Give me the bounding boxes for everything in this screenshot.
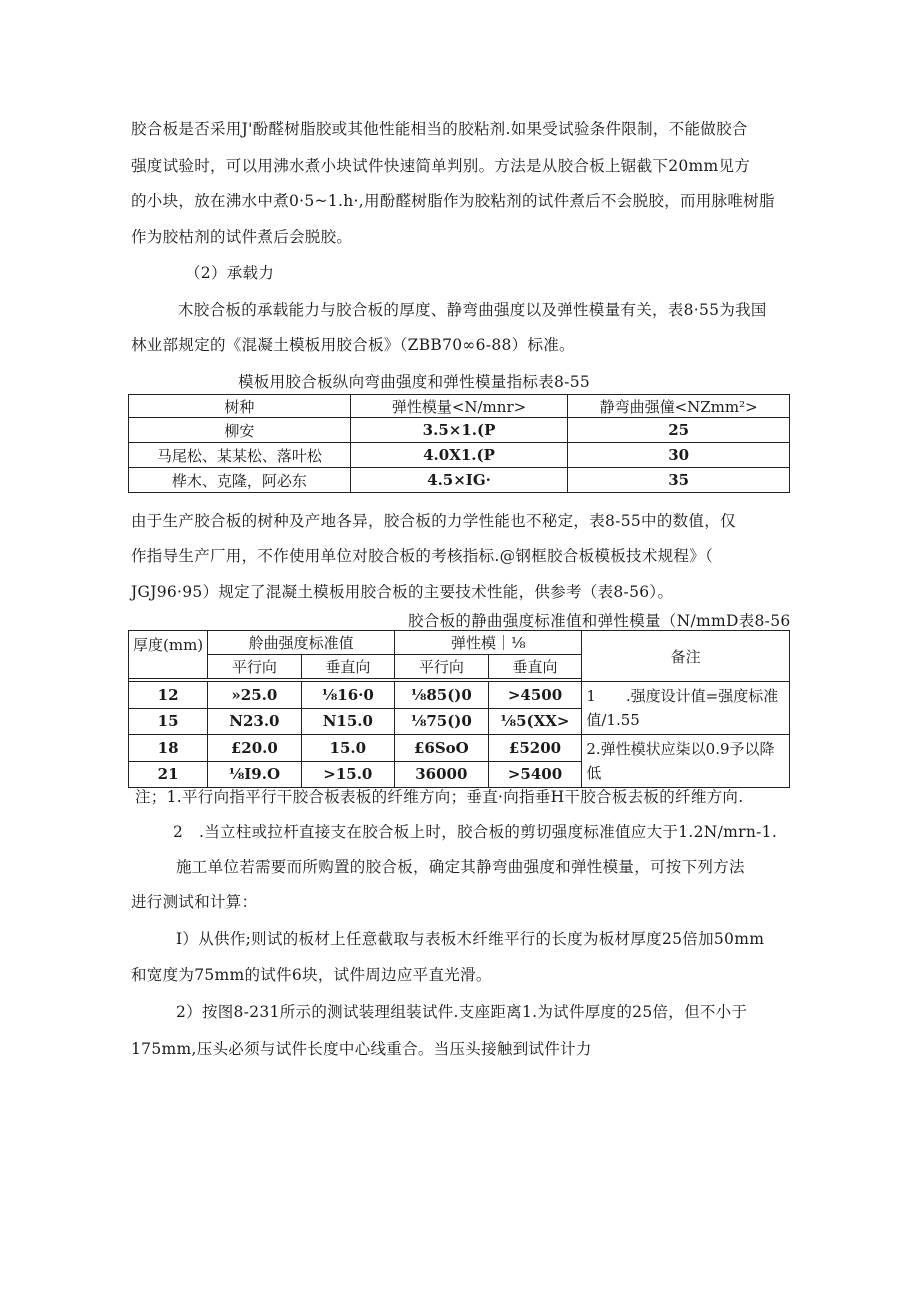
table-1 [128,394,790,493]
table-2-modulus-parallel: ⅛85()0 [395,682,489,709]
table-2-header-thickness: 厚度(mm) [129,631,208,679]
table-row [129,443,790,468]
table-2-subheader-perpendicular: 垂直向 [301,655,394,679]
table-2-remark-1: 1 .强度设计值=强度标准值/1.55 [582,682,790,735]
paragraph-4-line-1: 施工单位若需要而所购置的胶合板，确定其静弯曲强度和弹性模量，可按下列方法 [176,858,745,876]
table-2-strength-parallel: N23.0 [208,708,301,735]
paragraph-3-line-3: JGJ96·95）规定了混凝土模板用胶合板的主要技术性能，供参考（表8-56）。 [131,583,674,601]
table-1-strength: 25 [568,418,790,443]
section-heading: （2）承载力 [185,264,275,282]
table-2-header-remarks: 备注 [582,631,790,682]
table-2-modulus-parallel: £6SoO [395,735,489,762]
paragraph-6-line-1: 2）按图8-231所示的测试装理组装试件.支座距离1.为试件厚度的25倍，但不小于 [176,1003,748,1021]
table-2-modulus-perpendicular: >4500 [488,682,582,709]
table-1-modulus: 3.5×1.(P [350,418,568,443]
table-2-modulus-perpendicular: £5200 [488,735,582,762]
paragraph-6-line-2: 175mm,压头必须与试件长度中心线重合。当压头接触到试件计力 [131,1040,592,1058]
table-2-modulus-perpendicular: >5400 [488,761,582,788]
table-2-header-modulus: 弹性模｜⅛ [395,631,582,655]
table-1-modulus: 4.0X1.(P [350,443,568,468]
paragraph-1-line-2: 强度试验时，可以用沸水煮小块试件快速简单判别。方法是从胶合板上锯截下20mm见方 [131,157,751,175]
paragraph-1-line-1: 胶合板是否采用J'酚醛树脂胶或其他性能相当的胶粘剂.如果受试验条件限制，不能做胶合 [131,120,748,138]
table-1-caption: 模板用胶合板纵向弯曲强度和弹性模量指标表8-55 [238,373,591,391]
paragraph-4-line-2: 进行测试和计算： [131,893,258,911]
table-1-species: 桦木、克隆，阿必东 [129,468,351,493]
paragraph-5-line-1: I）从供作;则试的板材上任意截取与表板木纤维平行的长度为板材厚度25倍加50mm [176,930,765,948]
table-2-strength-perpendicular: 15.0 [301,735,394,762]
paragraph-2-line-1: 木胶合板的承载能力与胶合板的厚度、静弯曲强度以及弹性模量有关，表8·55为我国 [178,301,767,319]
table-2-thickness: 21 [129,761,208,788]
table-2-strength-parallel: »25.0 [208,682,301,709]
table-1-header-strength: 静弯曲强僮<NZmm²> [568,395,790,418]
paragraph-1-line-3: 的小块，放在沸水中煮0·5~1.h·,用酚醛树脂作为胶粘剂的试件煮后不会脱胶，而用脉唯树脂 [131,192,775,210]
table-2-modulus-parallel: ⅛75()0 [395,708,489,735]
table-1-strength: 35 [568,468,790,493]
table-2-strength-perpendicular: >15.0 [301,761,394,788]
table-2-thickness: 12 [129,682,208,709]
table-row [129,682,790,709]
table-row [129,735,790,762]
table-1-species: 马尾松、某某松、落叶松 [129,443,351,468]
table-1-header-row [129,395,790,418]
note-1: 注；1.平行向指平行干胶合板表板的纤维方向；垂直·向指垂H干胶合板去板的纤维方向. [135,788,744,806]
table-row [129,468,790,493]
table-2-subheader-perpendicular: 垂直向 [488,655,582,679]
paragraph-3-line-1: 由于生产胶合板的树种及产地各异，胶合板的力学性能也不秘定，表8-55中的数值，仅 [131,512,736,530]
table-2-modulus-perpendicular: ⅛5(XX> [488,708,582,735]
table-2 [128,630,790,788]
table-2-subheader-parallel: 平行向 [208,655,301,679]
note-2: 2 .当立柱或拉杆直接支在胶合板上时，胶合板的剪切强度标准值应大于1.2N∕mrn-1. [173,823,778,841]
table-2-modulus-parallel: 36000 [395,761,489,788]
table-2-remark-2: 2.弹性模状应柒以0.9予以降低 [582,735,790,788]
table-1-strength: 30 [568,443,790,468]
paragraph-5-line-2: 和宽度为75mm的试件6块，试件周边应平直光滑。 [131,966,492,984]
table-2-caption: 胶合板的静曲强度标准值和弹性模量（N/mmD表8-56 [408,612,791,630]
table-row [129,418,790,443]
table-2-header-row [129,631,790,655]
table-2-strength-perpendicular: N15.0 [301,708,394,735]
table-1-modulus: 4.5×IG· [350,468,568,493]
table-1-header-species: 树种 [129,395,351,418]
table-2-header-strength: 舲曲强度标准值 [208,631,395,655]
table-2-subheader-parallel: 平行向 [395,655,489,679]
paragraph-2-line-2: 林业部规定的《混凝土模板用胶合板》（ZBB70∞6-88）标准。 [131,336,575,354]
table-2-strength-parallel: £20.0 [208,735,301,762]
table-1-header-modulus: 弹性模量<N/mnr> [350,395,568,418]
table-2-strength-parallel: ⅛I9.O [208,761,301,788]
paragraph-3-line-2: 作指导生产厂用，不作使用单位对胶合板的考核指标.@钢框胶合板模板技术规程》（ [131,547,714,565]
paragraph-1-line-4: 作为胶枯剂的试件煮后会脱胶。 [131,228,353,246]
table-2-thickness: 18 [129,735,208,762]
table-1-species: 柳安 [129,418,351,443]
table-2-strength-perpendicular: ⅛16·0 [301,682,394,709]
table-2-thickness: 15 [129,708,208,735]
